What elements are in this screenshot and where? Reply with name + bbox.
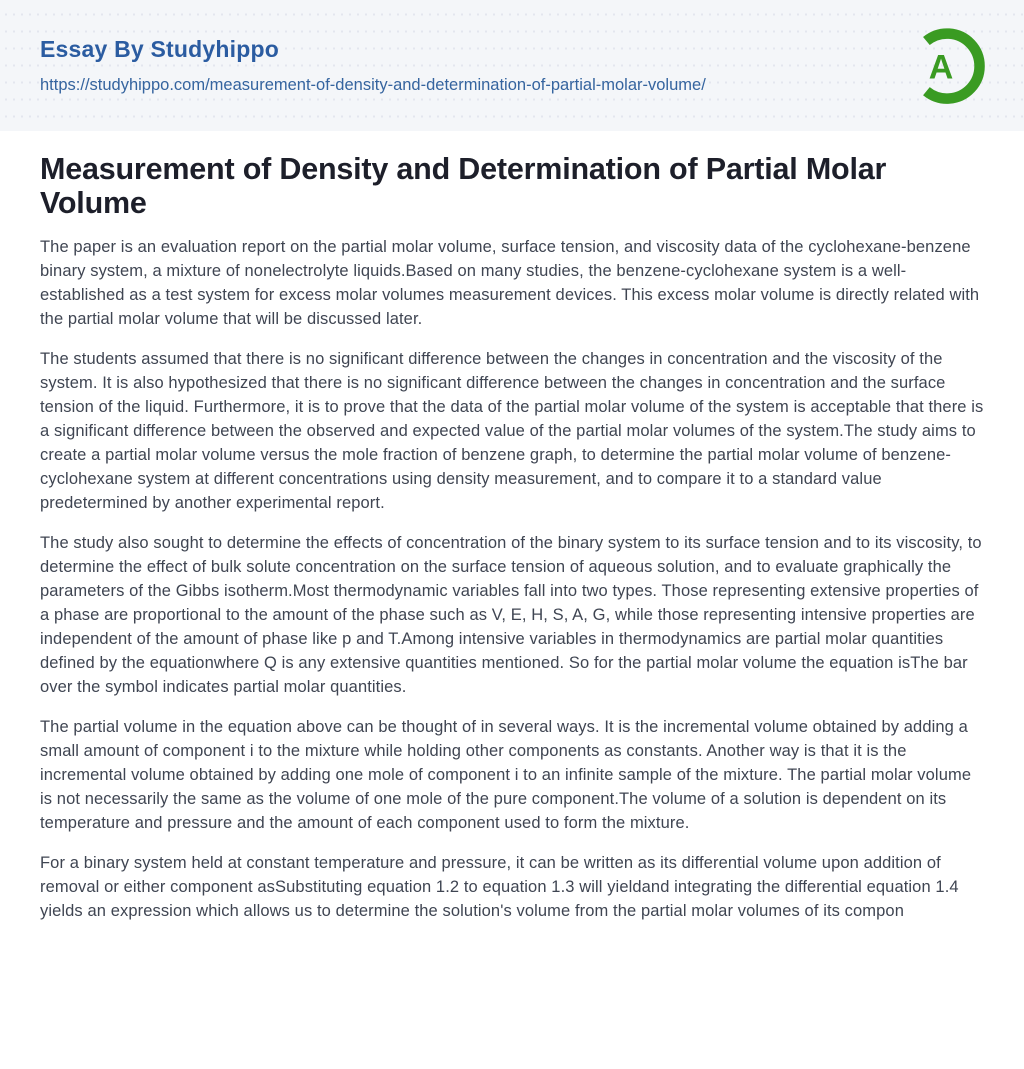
article-content	[0, 131, 1024, 923]
site-title-link[interactable]: Essay By Studyhippo	[40, 36, 279, 62]
header	[0, 0, 1024, 131]
article-paragraph-1: The paper is an evaluation report on the partial molar volume, surface tension, and viscosity data of the cyclohexane-benzene binary system, a mixture of nonelectrolyte liquids.Based on many studies, the benzene-cyclohexane system is a well-established as a test system for excess molar volumes measurement devices. This excess molar volume is directly related with the partial molar volume that will be discussed later.	[40, 238, 980, 328]
article-paragraph-4: The partial volume in the equation above can be thought of in several ways. It is the incremental volume obtained by adding a small amount of component i to the mixture while holding other components as constants. Another way is that it is the incremental volume obtained by adding one mole of component i to an infinite sample of the mixture. The partial molar volume is not necessarily the same as the volume of one mole of the pure component.The volume of a solution is dependent on its temperature and pressure and the amount of each component used to form the mixture.	[40, 718, 972, 832]
article-paragraph-2: The students assumed that there is no significant difference between the changes in concentration and the viscosity of the system. It is also hypothesized that there is no significant difference between the changes in concentration and the surface tension of the liquid. Furthermore, it is to prove that the data of the partial molar volume of the system is acceptable that there is a significant difference between the observed and expected value of the partial molar volumes of the system.The study aims to create a partial molar volume versus the mole fraction of benzene graph, to determine the partial molar volume of benzene-cyclohexane system at different concentrations using density measurement, and to compare it to a standard value predetermined by another experimental report.	[40, 350, 984, 512]
studyhippo-logo-icon	[906, 23, 986, 109]
header-text-block	[40, 36, 706, 95]
page-url-link[interactable]: https://studyhippo.com/measurement-of-density-and-determination-of-partial-molar-volume/	[40, 76, 706, 94]
article-title: Measurement of Density and Determination of Partial Molar Volume	[40, 152, 887, 220]
article-paragraph-3: The study also sought to determine the effects of concentration of the binary system to its surface tension and to its viscosity, to determine the effect of bulk solute concentration on the surface tension of aqueous solution, and to evaluate graphically the parameters of the Gibbs isotherm.Most thermodynamic variables fall into two types. Those representing extensive properties of a phase are proportional to the amount of the phase such as V, E, H, S, A, G, while those representing intensive properties are independent of the amount of phase like p and T.Among intensive variables in thermodynamics are partial molar quantities defined by the equationwhere Q is any extensive quantities mentioned. So for the partial molar volume the equation isThe bar over the symbol indicates partial molar quantities.	[40, 534, 982, 696]
logo-letter: A	[928, 48, 954, 86]
article-paragraph-5: For a binary system held at constant temperature and pressure, it can be written as its differential volume upon addition of removal or either component asSubstituting equation 1.2 to equation 1.3 will yieldand integrating the differential equation 1.4 yields an expression which allows us to determine the solution's volume from the partial molar volumes of its compon	[40, 854, 959, 920]
